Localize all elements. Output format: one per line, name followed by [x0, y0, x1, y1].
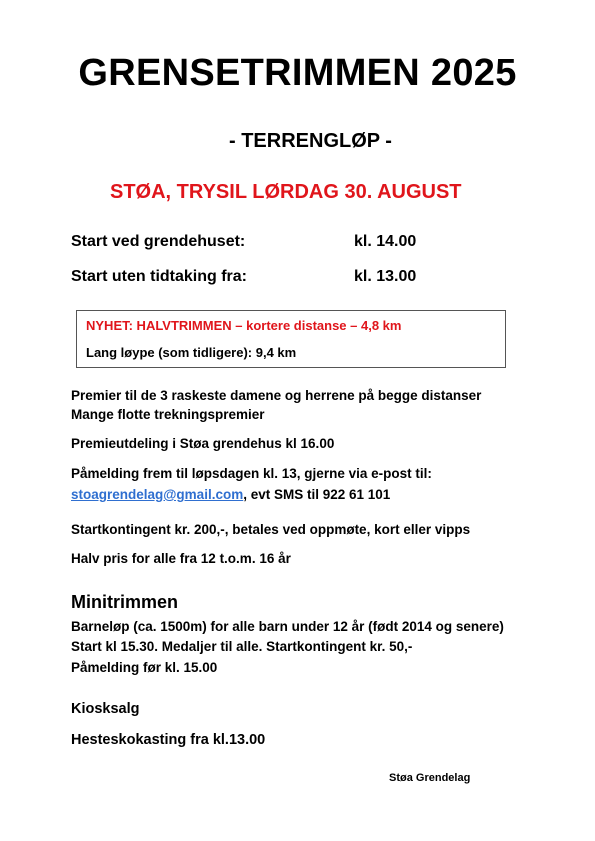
- draw-prizes-text: Mange flotte trekningspremier: [71, 407, 265, 422]
- prizes-text: Premier til de 3 raskeste damene og herrene på begge distanser: [71, 388, 482, 403]
- horseshoe-text: Hesteskokasting fra kl.13.00: [71, 732, 266, 748]
- fee-text: Startkontingent kr. 200,-, betales ved oppmøte, kort eller vipps: [71, 522, 471, 537]
- start-time-uten-tidtaking: kl. 13.00: [354, 268, 417, 285]
- start-time-grendehuset: kl. 14.00: [354, 233, 417, 250]
- start-label-grendehuset: Start ved grendehuset:: [71, 233, 246, 250]
- minitrimmen-line-2: Start kl 15.30. Medaljer til alle. Startkontingent kr. 50,-: [71, 639, 413, 654]
- start-label-uten-tidtaking: Start uten tidtaking fra:: [71, 268, 248, 285]
- kiosk-text: Kiosksalg: [71, 701, 140, 717]
- sms-text: , evt SMS til 922 61 101: [243, 487, 391, 502]
- minitrimmen-line-1: Barneløp (ca. 1500m) for alle barn under 12 år (født 2014 og senere): [71, 619, 504, 634]
- organizer-signature: Støa Grendelag: [389, 772, 471, 784]
- event-type-subtitle: - TERRENGLØP -: [229, 130, 392, 152]
- signup-contact: [71, 487, 390, 502]
- minitrimmen-heading: Minitrimmen: [71, 592, 179, 612]
- page-title: GRENSETRIMMEN 2025: [78, 52, 517, 94]
- news-lang-loype: Lang løype (som tidligere): 9,4 km: [86, 345, 297, 360]
- location-date-heading: STØA, TRYSIL LØRDAG 30. AUGUST: [110, 181, 462, 203]
- news-halvtrimmen: NYHET: HALVTRIMMEN – kortere distanse – 4,8 km: [86, 318, 402, 333]
- email-link[interactable]: stoagrendelag@gmail.com: [71, 487, 244, 502]
- minitrimmen-line-3: Påmelding før kl. 15.00: [71, 660, 218, 675]
- signup-text: Påmelding frem til løpsdagen kl. 13, gjerne via e-post til:: [71, 466, 432, 481]
- award-ceremony-text: Premieutdeling i Støa grendehus kl 16.00: [71, 436, 335, 451]
- half-price-text: Halv pris for alle fra 12 t.o.m. 16 år: [71, 551, 291, 566]
